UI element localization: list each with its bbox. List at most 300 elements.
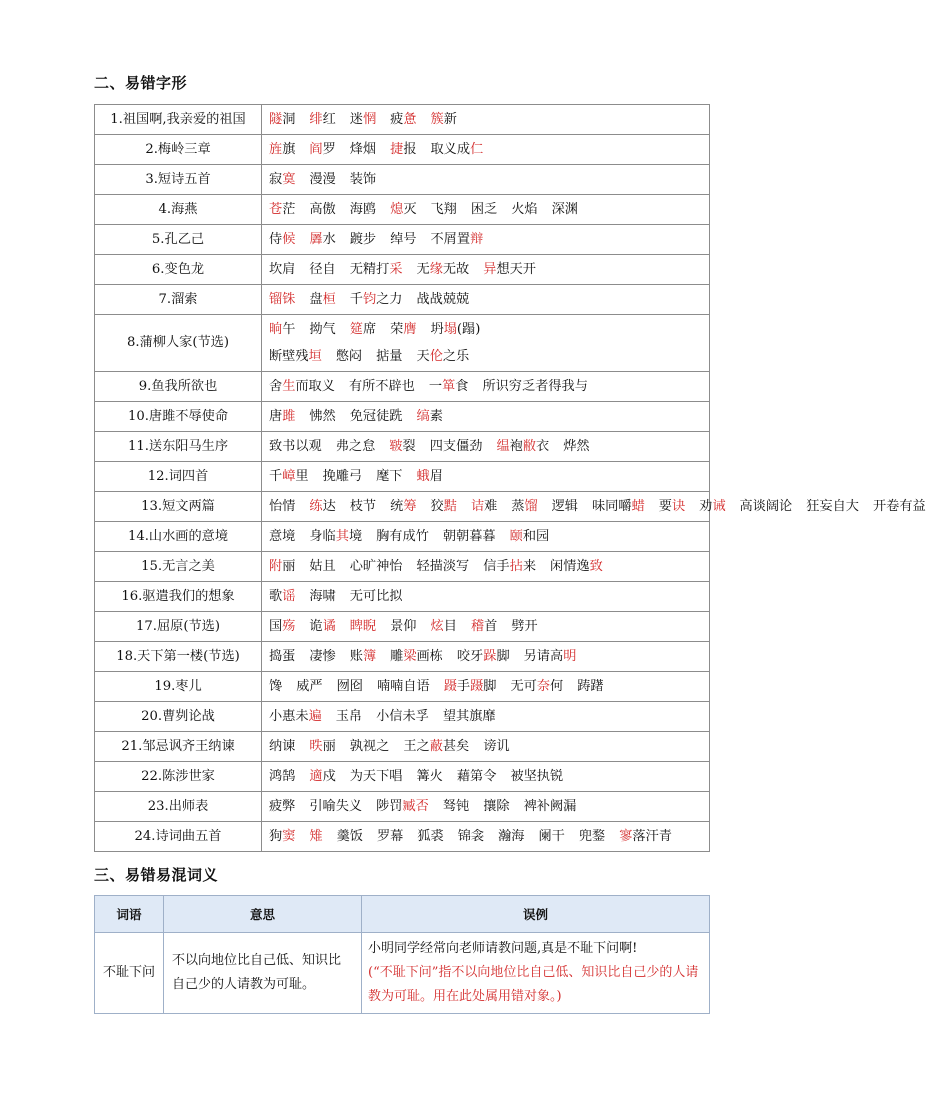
word-list: [262, 225, 710, 255]
word-segment: 无可比拟: [349, 589, 403, 604]
highlighted-char: 蔽: [429, 739, 443, 754]
vocab-note: (“不耻下问”指不以向地位比自己低、知识比自己少的人请教为可耻。用在此处属用错对象。): [368, 965, 699, 1004]
word-item: [269, 469, 309, 484]
word-segment: 账: [349, 649, 363, 664]
word-segment: 难: [484, 499, 498, 514]
word-item: [483, 262, 536, 277]
vocab-header-row: [95, 896, 710, 933]
word-item: [431, 232, 484, 247]
word-item: [350, 322, 376, 337]
word-item: [309, 769, 335, 784]
word-segment: 烨然: [563, 439, 590, 454]
highlighted-char: 昳: [309, 739, 323, 754]
word-item: [483, 799, 509, 814]
word-item: [471, 202, 497, 217]
typo-row: [95, 492, 710, 522]
word-item: [377, 679, 430, 694]
highlighted-char: 蹑: [470, 679, 484, 694]
word-segment: 漫漫: [309, 172, 336, 187]
highlighted-char: 伦: [429, 349, 443, 364]
word-item: [309, 172, 335, 187]
word-segment: 劈开: [511, 619, 538, 634]
word-segment: 迷: [349, 112, 363, 127]
word-item: [269, 439, 322, 454]
word-item: [390, 649, 443, 664]
highlighted-char: 敝: [522, 439, 536, 454]
highlighted-char: 颐: [509, 529, 523, 544]
word-item: [550, 559, 603, 574]
word-segment: 味同嚼: [592, 499, 632, 514]
typo-row: [95, 522, 710, 552]
word-segment: 裂: [402, 439, 416, 454]
word-item: [417, 559, 470, 574]
word-segment: 画栋: [416, 649, 443, 664]
highlighted-char: 適: [309, 769, 323, 784]
lesson-title: 7.溜索: [95, 285, 262, 315]
word-item: [390, 112, 416, 127]
lesson-title: 24.诗词曲五首: [95, 822, 262, 852]
word-segment: 锦衾: [457, 829, 485, 844]
word-segment: 裨补阙漏: [523, 799, 577, 814]
word-segment: 身临: [309, 529, 336, 544]
lesson-title: 10.唐雎不辱使命: [95, 402, 262, 432]
word-segment: 不屑置: [430, 232, 471, 247]
typo-row: [95, 255, 710, 285]
word-segment: 要: [658, 499, 672, 514]
word-segment: 踌躇: [577, 679, 604, 694]
vocab-example-cell: [362, 933, 710, 1014]
lesson-title: 5.孔乙己: [95, 225, 262, 255]
word-list: [262, 255, 710, 285]
highlighted-char: 其: [335, 529, 349, 544]
word-item: [740, 499, 793, 514]
word-item: [269, 799, 295, 814]
word-item: [309, 619, 335, 634]
word-item: [376, 469, 402, 484]
word-segment: 喃喃自语: [376, 679, 430, 694]
word-segment: 绰号: [390, 232, 417, 247]
highlighted-char: 致: [589, 559, 603, 574]
highlighted-char: 惘: [362, 112, 377, 127]
word-item: [337, 679, 363, 694]
word-item: [659, 499, 685, 514]
header-example: 误例: [362, 896, 710, 933]
lesson-title: 3.短诗五首: [95, 165, 262, 195]
word-item: [309, 799, 362, 814]
word-item: [471, 499, 497, 514]
word-list: [262, 285, 710, 315]
word-item: [309, 739, 335, 754]
word-item: [350, 232, 376, 247]
highlighted-char: 皲: [389, 439, 403, 454]
highlighted-char: 仁: [470, 142, 484, 157]
highlighted-char: 缊: [496, 439, 510, 454]
word-list: [262, 792, 710, 822]
lesson-title: 21.邹忌讽齐王纳谏: [95, 732, 262, 762]
word-item: [403, 739, 469, 754]
word-list: [262, 105, 710, 135]
word-segment: 脚: [496, 649, 510, 664]
highlighted-char: 桓: [322, 292, 336, 307]
word-item: [269, 619, 295, 634]
word-item: [336, 709, 362, 724]
word-item: [417, 769, 443, 784]
word-segment: 兜鍪: [578, 829, 606, 844]
word-segment: 困乏: [470, 202, 498, 217]
word-item: [390, 232, 416, 247]
word-item: [269, 589, 295, 604]
word-item: [269, 649, 295, 664]
word-item: [417, 409, 443, 424]
word-item: [390, 499, 416, 514]
word-item: [350, 589, 403, 604]
word-segment: 威严: [296, 679, 323, 694]
word-segment: 怫然: [309, 409, 336, 424]
word-segment: 王之: [403, 739, 430, 754]
word-item: [269, 409, 295, 424]
word-segment: (蹋): [456, 322, 481, 337]
highlighted-char: 谣: [282, 589, 296, 604]
word-segment: 高傲: [309, 202, 336, 217]
word-item: [269, 349, 322, 364]
lesson-title: 11.送东阳马生序: [95, 432, 262, 462]
word-segment: 鸿鹄: [269, 769, 296, 784]
word-segment: 凄惨: [309, 649, 336, 664]
word-item: [417, 349, 470, 364]
word-item: [498, 829, 524, 844]
header-meaning: 意思: [164, 896, 362, 933]
word-segment: 小信未孚: [376, 709, 429, 724]
word-segment: 海啸: [309, 589, 336, 604]
lesson-title: 13.短文两篇: [95, 492, 262, 522]
highlighted-char: 缟: [416, 409, 430, 424]
highlighted-char: 隧: [269, 112, 283, 127]
word-item: [269, 292, 295, 307]
word-item: [309, 829, 322, 844]
word-segment: 素: [429, 409, 443, 424]
word-item: [296, 679, 322, 694]
highlighted-char: 蹑: [443, 679, 457, 694]
word-segment: 何: [550, 679, 564, 694]
word-item: [457, 769, 497, 784]
word-segment: 掂量: [376, 349, 403, 364]
word-item: [269, 322, 295, 337]
word-segment: 装饰: [349, 172, 377, 187]
word-segment: 狗: [269, 829, 283, 844]
word-segment: 无可: [510, 679, 537, 694]
word-item: [309, 202, 335, 217]
typo-row: [95, 195, 710, 225]
word-item: [511, 202, 537, 217]
lesson-title: 12.词四首: [95, 462, 262, 492]
highlighted-char: 箪: [442, 379, 456, 394]
word-segment: 无精打: [349, 262, 390, 277]
typo-row: [95, 372, 710, 402]
word-segment: 深渊: [551, 202, 578, 217]
word-item: [482, 379, 588, 394]
vocab-example: 小明同学经常向老师请教问题,真是不耻下问啊!: [368, 941, 638, 956]
word-item: [350, 202, 376, 217]
highlighted-char: 垣: [308, 349, 322, 364]
word-item: [269, 739, 295, 754]
word-segment: 天: [416, 349, 430, 364]
word-item: [443, 709, 496, 724]
word-item: [269, 829, 295, 844]
typo-row: [95, 762, 710, 792]
word-item: [350, 559, 403, 574]
highlighted-char: 辩: [470, 232, 484, 247]
word-item: [309, 232, 335, 247]
word-segment: 灭: [403, 202, 417, 217]
highlighted-char: 熄: [390, 202, 404, 217]
word-item: [376, 349, 402, 364]
word-item: [350, 262, 403, 277]
word-segment: 战战兢兢: [416, 292, 470, 307]
word-item: [431, 499, 457, 514]
word-item: [510, 769, 563, 784]
word-segment: 攘除: [483, 799, 510, 814]
lesson-title: 1.祖国啊,我亲爱的祖国: [95, 105, 262, 135]
word-item: [269, 202, 295, 217]
word-item: [336, 439, 376, 454]
typo-row: [95, 732, 710, 762]
word-item: [538, 829, 564, 844]
word-item: [269, 529, 295, 544]
word-segment: 径自: [309, 262, 336, 277]
word-item: [510, 529, 550, 544]
word-segment: 首: [484, 619, 498, 634]
typo-row: [95, 462, 710, 492]
word-segment: 四支僵劲: [429, 439, 483, 454]
word-item: [577, 679, 603, 694]
word-item: [269, 262, 295, 277]
highlighted-char: 镏铢: [269, 292, 296, 307]
word-item: [350, 172, 376, 187]
word-item: [431, 322, 481, 337]
word-segment: 狂妄自大: [806, 499, 859, 514]
word-segment: 千: [349, 292, 363, 307]
word-item: [471, 619, 497, 634]
highlighted-char: 馏: [524, 499, 538, 514]
word-item: [389, 439, 415, 454]
highlighted-char: 炫: [430, 619, 444, 634]
typo-row: [95, 402, 710, 432]
word-segment: 纳谏: [269, 739, 296, 754]
word-segment: 疲: [390, 112, 404, 127]
word-segment: 飞翔: [430, 202, 457, 217]
word-item: [430, 439, 483, 454]
word-segment: 诡: [309, 619, 323, 634]
lesson-title: 14.山水画的意境: [95, 522, 262, 552]
lesson-title: 9.鱼我所欲也: [95, 372, 262, 402]
word-item: [350, 649, 376, 664]
word-item: [376, 529, 429, 544]
highlighted-char: 塌: [443, 322, 457, 337]
word-item: [524, 649, 577, 664]
word-segment: 轻描淡写: [416, 559, 470, 574]
typo-row: [95, 225, 710, 255]
highlighted-char: 采: [389, 262, 403, 277]
word-item: [390, 322, 416, 337]
word-segment: 手: [456, 679, 471, 694]
word-segment: 目: [443, 619, 457, 634]
typo-row: [95, 642, 710, 672]
word-segment: 坎肩: [269, 262, 296, 277]
section-title-vocab: 三、易错易混词义: [94, 866, 219, 884]
word-segment: 荣: [390, 322, 404, 337]
header-word: 词语: [95, 896, 164, 933]
word-segment: 丽: [322, 739, 336, 754]
highlighted-char: 阎: [309, 142, 323, 157]
word-item: [444, 679, 497, 694]
highlighted-char: 捷: [390, 142, 404, 157]
word-item: [269, 679, 282, 694]
word-item: [323, 469, 363, 484]
word-segment: 憋闷: [335, 349, 363, 364]
word-item: [376, 799, 429, 814]
word-item: [350, 142, 376, 157]
word-item: [806, 499, 859, 514]
highlighted-char: 奈: [536, 679, 550, 694]
word-item: [563, 439, 589, 454]
typo-row: [95, 582, 710, 612]
highlighted-char: 跺: [483, 649, 497, 664]
highlighted-char: 稽: [470, 619, 485, 634]
word-segment: 之力: [376, 292, 403, 307]
word-item: [309, 649, 335, 664]
word-segment: 逻辑: [551, 499, 578, 514]
highlighted-char: 雉: [309, 829, 323, 844]
word-segment: 罗: [322, 142, 336, 157]
word-item: [309, 322, 335, 337]
word-item: [417, 292, 470, 307]
word-item: [483, 559, 536, 574]
word-item: [269, 709, 322, 724]
word-segment: 新: [443, 112, 457, 127]
word-segment: 达: [322, 499, 336, 514]
word-segment: 烽烟: [349, 142, 377, 157]
word-item: [431, 112, 457, 127]
word-segment: 蒸: [511, 499, 525, 514]
highlighted-char: 羼: [309, 232, 323, 247]
highlighted-char: 雎: [282, 409, 296, 424]
word-segment: 疲弊: [269, 799, 296, 814]
word-segment: 劝: [699, 499, 713, 514]
word-item: [269, 379, 335, 394]
highlighted-char: 窦: [282, 829, 296, 844]
word-item: [511, 619, 537, 634]
word-item: [431, 619, 457, 634]
word-segment: 小惠未: [269, 709, 309, 724]
section-title-typo: 二、易错字形: [94, 74, 188, 92]
highlighted-char: 诘: [470, 499, 485, 514]
word-segment: 想天开: [496, 262, 536, 277]
word-item: [349, 379, 415, 394]
word-list: [262, 582, 710, 612]
word-segment: 丽: [282, 559, 296, 574]
word-item: [619, 829, 672, 844]
word-segment: 意境: [269, 529, 296, 544]
word-segment: 瀚海: [498, 829, 525, 844]
lesson-title: 23.出师表: [95, 792, 262, 822]
word-list: [262, 672, 710, 702]
word-segment: 陟罚: [376, 799, 403, 814]
word-item: [417, 469, 443, 484]
word-segment: 之乐: [442, 349, 470, 364]
word-segment: 千: [269, 469, 283, 484]
word-list: [262, 315, 710, 372]
typo-row: [95, 792, 710, 822]
word-item: [309, 262, 335, 277]
word-item: [350, 769, 403, 784]
word-segment: 甚矣: [442, 739, 470, 754]
highlighted-char: 谲: [322, 619, 336, 634]
vocab-meaning: 不以向地位比自己低、知识比自己少的人请教为可耻。: [164, 933, 362, 1014]
word-item: [443, 529, 496, 544]
word-item: [309, 409, 335, 424]
lesson-title: 15.无言之美: [95, 552, 262, 582]
vocab-word: 不耻下问: [95, 933, 164, 1014]
word-item: [350, 619, 376, 634]
word-list: [262, 165, 710, 195]
typo-row: [95, 105, 710, 135]
word-segment: 枝节: [349, 499, 377, 514]
word-item: [390, 142, 416, 157]
word-list: [262, 492, 926, 522]
word-segment: 舍: [269, 379, 283, 394]
typo-row: [95, 135, 710, 165]
vocab-row: [95, 933, 710, 1014]
word-segment: 和园: [522, 529, 550, 544]
word-segment: 馋: [269, 679, 283, 694]
word-segment: 囫囵: [336, 679, 363, 694]
lesson-title: 18.天下第一楼(节选): [95, 642, 262, 672]
word-segment: 弗之怠: [335, 439, 376, 454]
word-segment: 寂: [269, 172, 283, 187]
word-segment: 水: [322, 232, 336, 247]
highlighted-char: 候: [282, 232, 296, 247]
word-segment: 境: [348, 529, 363, 544]
word-segment: 衣: [536, 439, 550, 454]
word-item: [552, 499, 578, 514]
word-list: [262, 762, 710, 792]
word-segment: 食: [455, 379, 469, 394]
word-segment: 高谈阔论: [739, 499, 793, 514]
word-item: [496, 439, 549, 454]
highlighted-char: 练: [309, 499, 323, 514]
word-segment: 午: [282, 322, 296, 337]
word-segment: 来: [522, 559, 536, 574]
word-list: [262, 732, 710, 762]
word-item: [431, 142, 484, 157]
word-segment: 脚: [483, 679, 497, 694]
highlighted-char: 臧否: [402, 799, 429, 814]
word-item: [417, 262, 470, 277]
word-segment: 唐: [269, 409, 283, 424]
word-segment: 统: [390, 499, 404, 514]
word-segment: 引喻失义: [309, 799, 363, 814]
typo-row: [95, 822, 710, 852]
word-segment: 景仰: [390, 619, 417, 634]
highlighted-char: 蛾: [416, 469, 430, 484]
word-item: [458, 829, 484, 844]
lesson-title: 6.变色龙: [95, 255, 262, 285]
highlighted-char: 梁: [403, 649, 417, 664]
word-segment: 雕: [390, 649, 404, 664]
lesson-title: 2.梅岭三章: [95, 135, 262, 165]
word-item: [511, 499, 537, 514]
typo-row: [95, 612, 710, 642]
